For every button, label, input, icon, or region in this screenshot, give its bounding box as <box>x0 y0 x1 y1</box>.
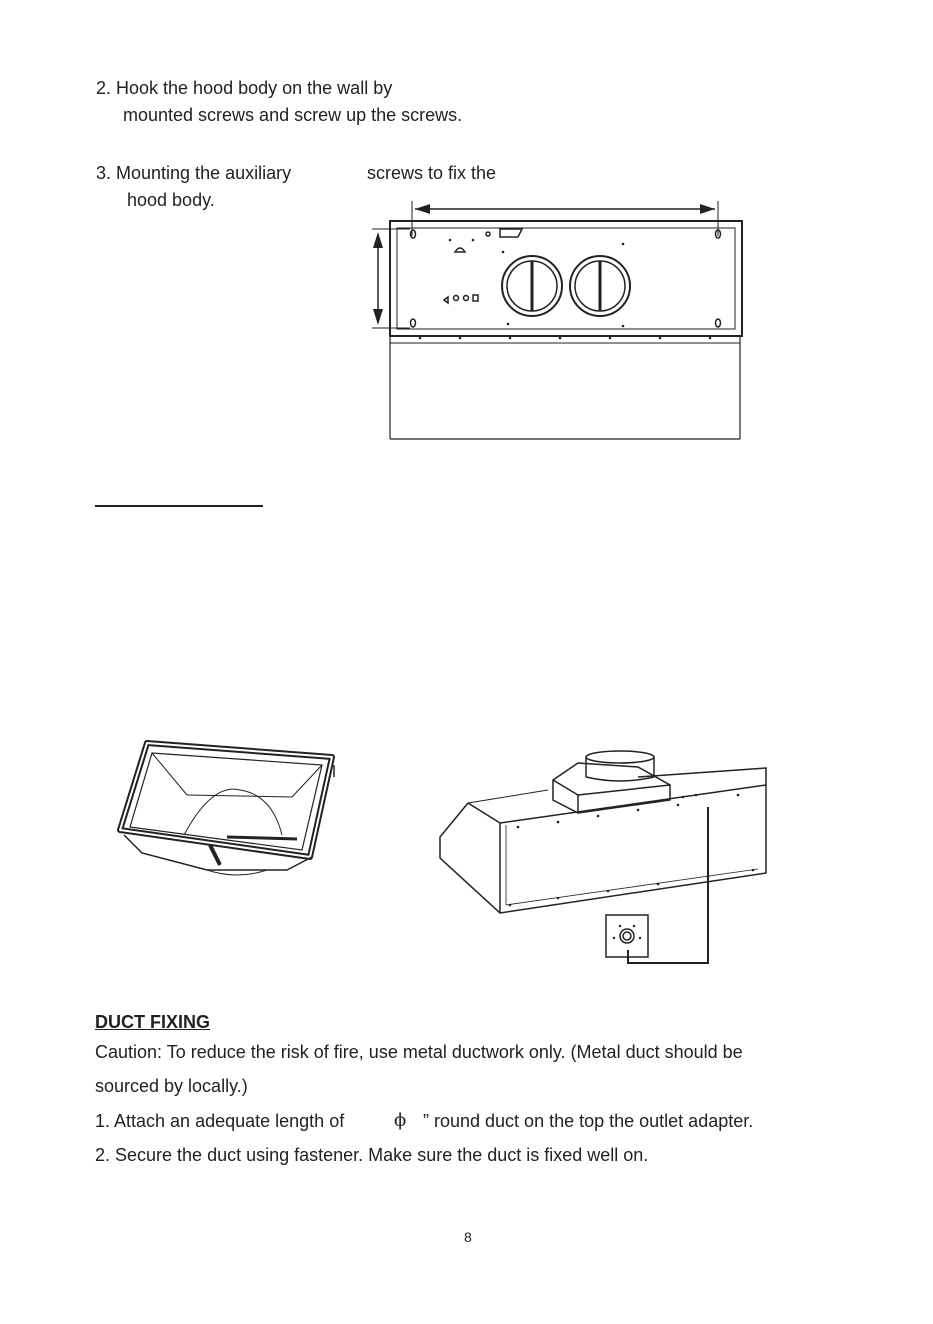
duct-step-2: 2. Secure the duct using fastener. Make sure the duct is fixed well on. <box>95 1145 649 1165</box>
section-divider <box>95 505 263 507</box>
duct-step-1b: ” round duct on the top the outlet adapter. <box>423 1111 754 1131</box>
duct-fixing-heading: DUCT FIXING <box>95 1012 210 1032</box>
step-3-line-1b: screws to fix the <box>367 163 497 183</box>
step-2-line-1: 2. Hook the hood body on the wall by <box>96 78 393 98</box>
phi-symbol: ϕ <box>394 1110 407 1131</box>
hood-mounting-diagram <box>360 196 760 446</box>
step-3-line-2: hood body. <box>127 190 215 210</box>
step-3-line-1a: 3. Mounting the auxiliary <box>96 163 292 183</box>
outlet-adapter-diagram <box>112 735 342 885</box>
page-number: 8 <box>464 1229 472 1245</box>
step-2-line-2: mounted screws and screw up the screws. <box>123 105 463 125</box>
caution-line-1: Caution: To reduce the risk of fire, use metal ductwork only. (Metal duct should be <box>95 1042 743 1062</box>
duct-step-1a: 1. Attach an adequate length of <box>95 1111 345 1131</box>
hood-duct-connection-diagram <box>438 745 773 970</box>
caution-line-2: sourced by locally.) <box>95 1076 248 1096</box>
